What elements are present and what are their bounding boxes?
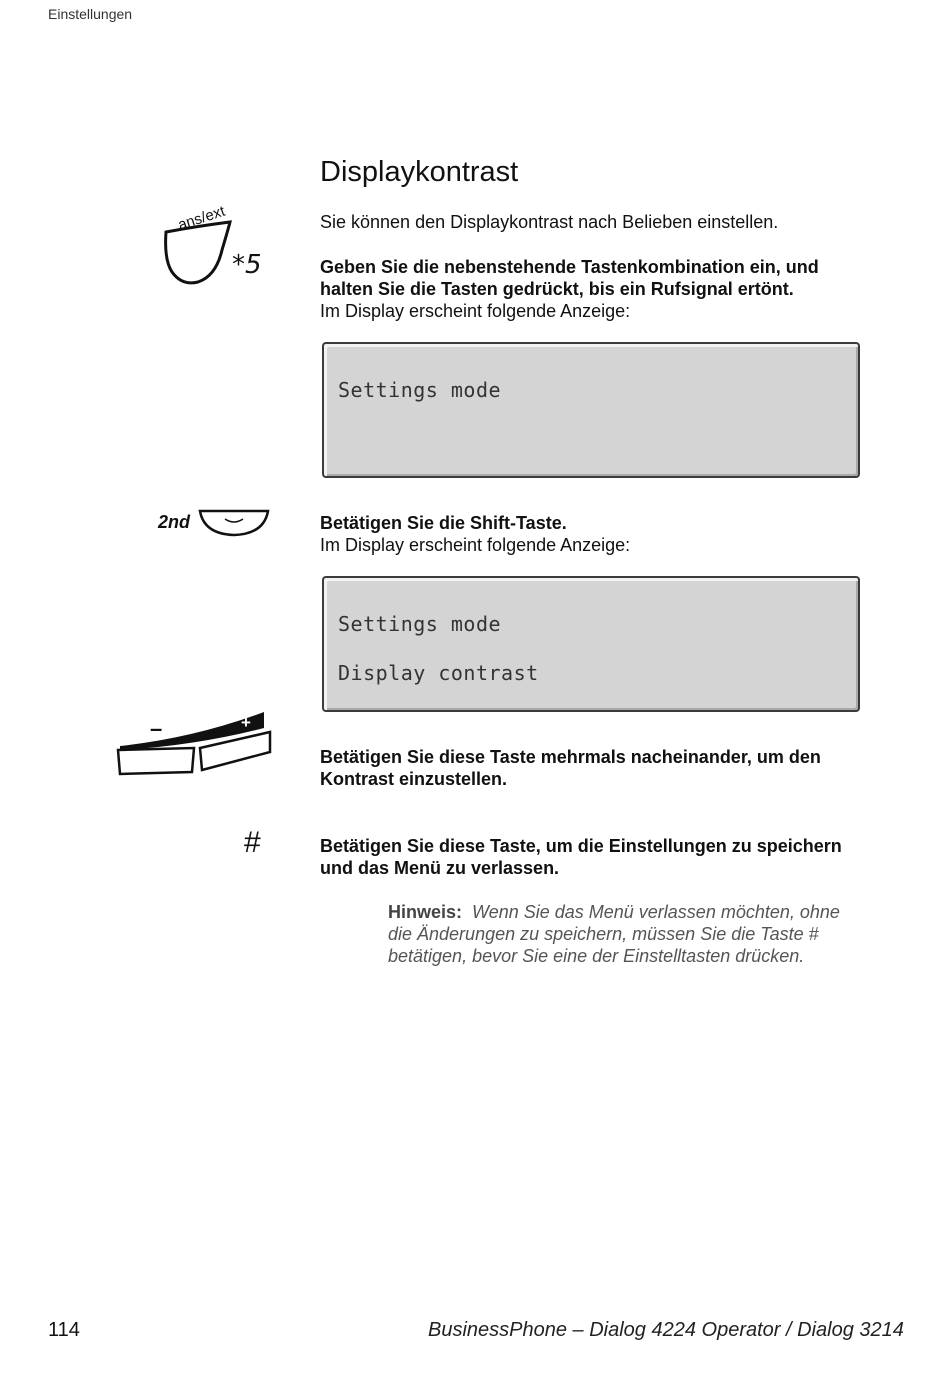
note-block bbox=[388, 901, 888, 967]
note-line2: die Änderungen zu speichern, müssen Sie die Taste # bbox=[388, 924, 819, 944]
section-header: Einstellungen bbox=[48, 6, 133, 22]
minus-key-shape bbox=[118, 748, 194, 774]
note-label: Hinweis: bbox=[388, 902, 463, 922]
contrast-keys-icon bbox=[114, 706, 276, 778]
step3-instruction-line1: Betätigen Sie diese Taste mehrmals nacheinander, um den bbox=[320, 747, 821, 767]
lcd-display-1-line1: Settings mode bbox=[338, 378, 502, 402]
ans-ext-key-icon bbox=[158, 200, 278, 292]
step2-instruction: Betätigen Sie die Shift-Taste. bbox=[320, 513, 567, 533]
step1-instruction-line2: halten Sie die Tasten gedrückt, bis ein Rufsignal ertönt. bbox=[320, 279, 794, 299]
page-title: Displaykontrast bbox=[320, 156, 519, 188]
note-line3: betätigen, bevor Sie eine der Einstelltasten drücken. bbox=[388, 946, 805, 966]
ans-ext-label: ans/ext bbox=[175, 202, 228, 234]
step2-display-intro: Im Display erscheint folgende Anzeige: bbox=[320, 535, 631, 555]
step4-instruction-line1: Betätigen Sie diese Taste, um die Einstellungen zu speichern bbox=[320, 836, 842, 856]
step4-instruction-line2: und das Menü zu verlassen. bbox=[320, 858, 560, 878]
step1-instruction-line1: Geben Sie die nebenstehende Tastenkombination ein, und bbox=[320, 257, 819, 277]
second-key-label: 2nd bbox=[158, 512, 191, 532]
handset-key-shape bbox=[166, 222, 230, 283]
step3-instruction-line2: Kontrast einzustellen. bbox=[320, 769, 508, 789]
shift-key-icon bbox=[198, 508, 272, 538]
star-five-label: *5 bbox=[232, 250, 262, 280]
lcd-display-2-line1: Settings mode bbox=[338, 612, 502, 636]
note-text-line1: Wenn Sie das Menü verlassen möchten, ohne bbox=[472, 902, 840, 922]
hash-key-icon: # bbox=[244, 826, 261, 859]
lcd-display-2-line2: Display contrast bbox=[338, 661, 539, 685]
document-title: BusinessPhone – Dialog 4224 Operator / Dialog 3214 bbox=[428, 1319, 904, 1341]
plus-label: + bbox=[241, 713, 251, 732]
lcd-display-2 bbox=[322, 576, 860, 712]
step1-display-intro: Im Display erscheint folgende Anzeige: bbox=[320, 301, 631, 321]
minus-label: – bbox=[150, 716, 163, 741]
note-line1 bbox=[388, 901, 888, 923]
page-number: 114 bbox=[48, 1319, 80, 1341]
lcd-display-1 bbox=[322, 342, 860, 478]
intro-text: Sie können den Displaykontrast nach Belieben einstellen. bbox=[320, 212, 779, 232]
